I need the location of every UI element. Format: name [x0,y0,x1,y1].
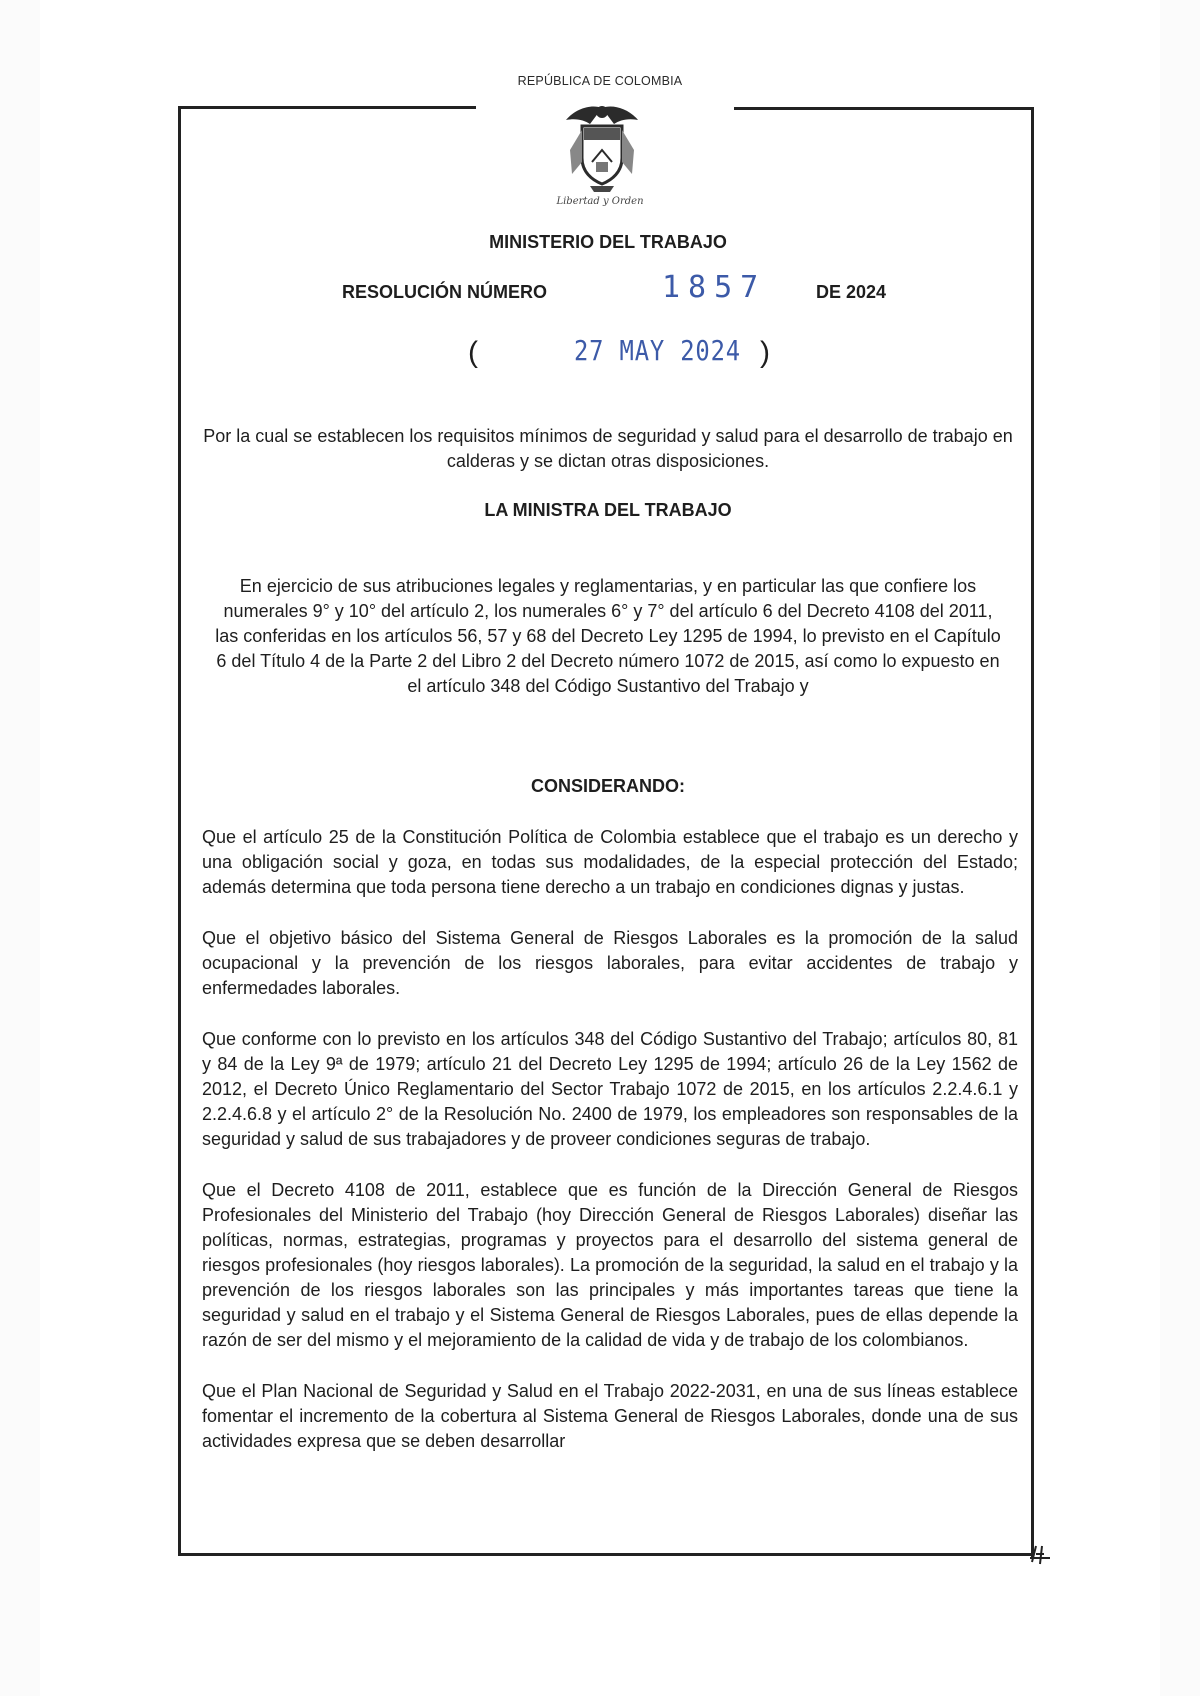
considering-paragraph: Que conforme con lo previsto en los artículos 348 del Código Sustantivo del Trabajo; artículos 80, 81 y 84 de la Ley 9ª de 1979; artículo 21 del Decreto Ley 1295 de 1994; artículo 26 de la Ley 1562 de 2012, el Decreto Único Reglamentario del Sector Trabajo 1072 de 2015, en los artículos 2.2.4.6.1 y 2.2.4.6.8 y el artículo 2° de la Resolución No. 2400 de 1979, los empleadores son responsables de la seguridad y salud de sus trabajadores y de proveer condiciones seguras de trabajo. [202,1029,1018,1149]
republic-heading: REPÚBLICA DE COLOMBIA [517,74,683,88]
considering-body [202,825,1018,1480]
considering-paragraph: Que el Plan Nacional de Seguridad y Salud en el Trabajo 2022-2031, en una de sus líneas establece fomentar el incremento de la cobertura al Sistema General de Riesgos Laborales, donde una de sus actividades expresa que se deben desarrollar [202,1381,1018,1451]
frame-bottom-rule [178,1553,1034,1556]
ministry-title: MINISTERIO DEL TRABAJO [489,232,727,252]
date-paren-close: ) [760,336,770,369]
minister-heading: LA MINISTRA DEL TRABAJO [484,500,732,520]
considering-paragraph: Que el artículo 25 de la Constitución Política de Colombia establece que el trabajo es un derecho y una obligación social y goza, en todas sus modalidades, de la especial protección del Estado; además determina que toda persona tiene derecho a un trabajo en condiciones dignas y justas. [202,827,1018,897]
frame-top-right-rule [734,107,1034,110]
frame-top-left-rule [178,106,476,109]
frame-right-rule [1031,107,1034,1557]
resolution-label: RESOLUCIÓN NÚMERO [342,282,548,302]
considering-heading: CONSIDERANDO: [530,776,685,796]
resolution-date-stamp: 27 MAY 2024 [574,334,741,367]
frame-left-rule [178,106,181,1556]
handwritten-initial-icon [1028,1542,1054,1566]
motto: Libertad y Orden [556,196,644,207]
date-paren-open: ( [468,336,478,369]
resolution-number-stamp: 1857 [662,270,767,305]
considering-paragraph: Que el Decreto 4108 de 2011, establece que es función de la Dirección General de Riesgos Profesionales del Ministerio del Trabajo (hoy Dirección General de Riesgos Laborales) diseñar las políticas, normas, estrategias, programas y proyectos para el desarrollo del sistema general de riesgos profesionales (hoy riesgos laborales). La promoción de la seguridad, la salud en el trabajo y la prevención de los riesgos laborales son las principales y más importantes tareas que tiene la seguridad y salud en el trabajo y el Sistema General de Riesgos Laborales, pues de ellas depende la razón de ser del mismo y el mejoramiento de la calidad de vida y de trabajo de los colombianos. [202,1180,1018,1350]
preamble-paragraph: En ejercicio de sus atribuciones legales y reglamentarias, y en particular las que confiere los numerales 9° y 10° del artículo 2, los numerales 6° y 7° del artículo 6 del Decreto 4108 del 2011, las conferidas en los artículos 56, 57 y 68 del Decreto Ley 1295 de 1994, lo previsto en el Capítulo 6 del Título 4 de la Parte 2 del Libro 2 del Decreto número 1072 de 2015, así como lo expuesto en el artículo 348 del Código Sustantivo del Trabajo y [215,576,1001,696]
resolution-subject: Por la cual se establecen los requisitos mínimos de seguridad y salud para el desarrollo de trabajo en calderas y se dictan otras disposiciones. [203,426,1013,471]
resolution-year: DE 2024 [816,282,887,302]
considering-paragraph: Que el objetivo básico del Sistema General de Riesgos Laborales es la promoción de la salud ocupacional y la prevención de los riesgos laborales, para evitar accidentes de trabajo y enfermedades laborales. [202,928,1018,998]
